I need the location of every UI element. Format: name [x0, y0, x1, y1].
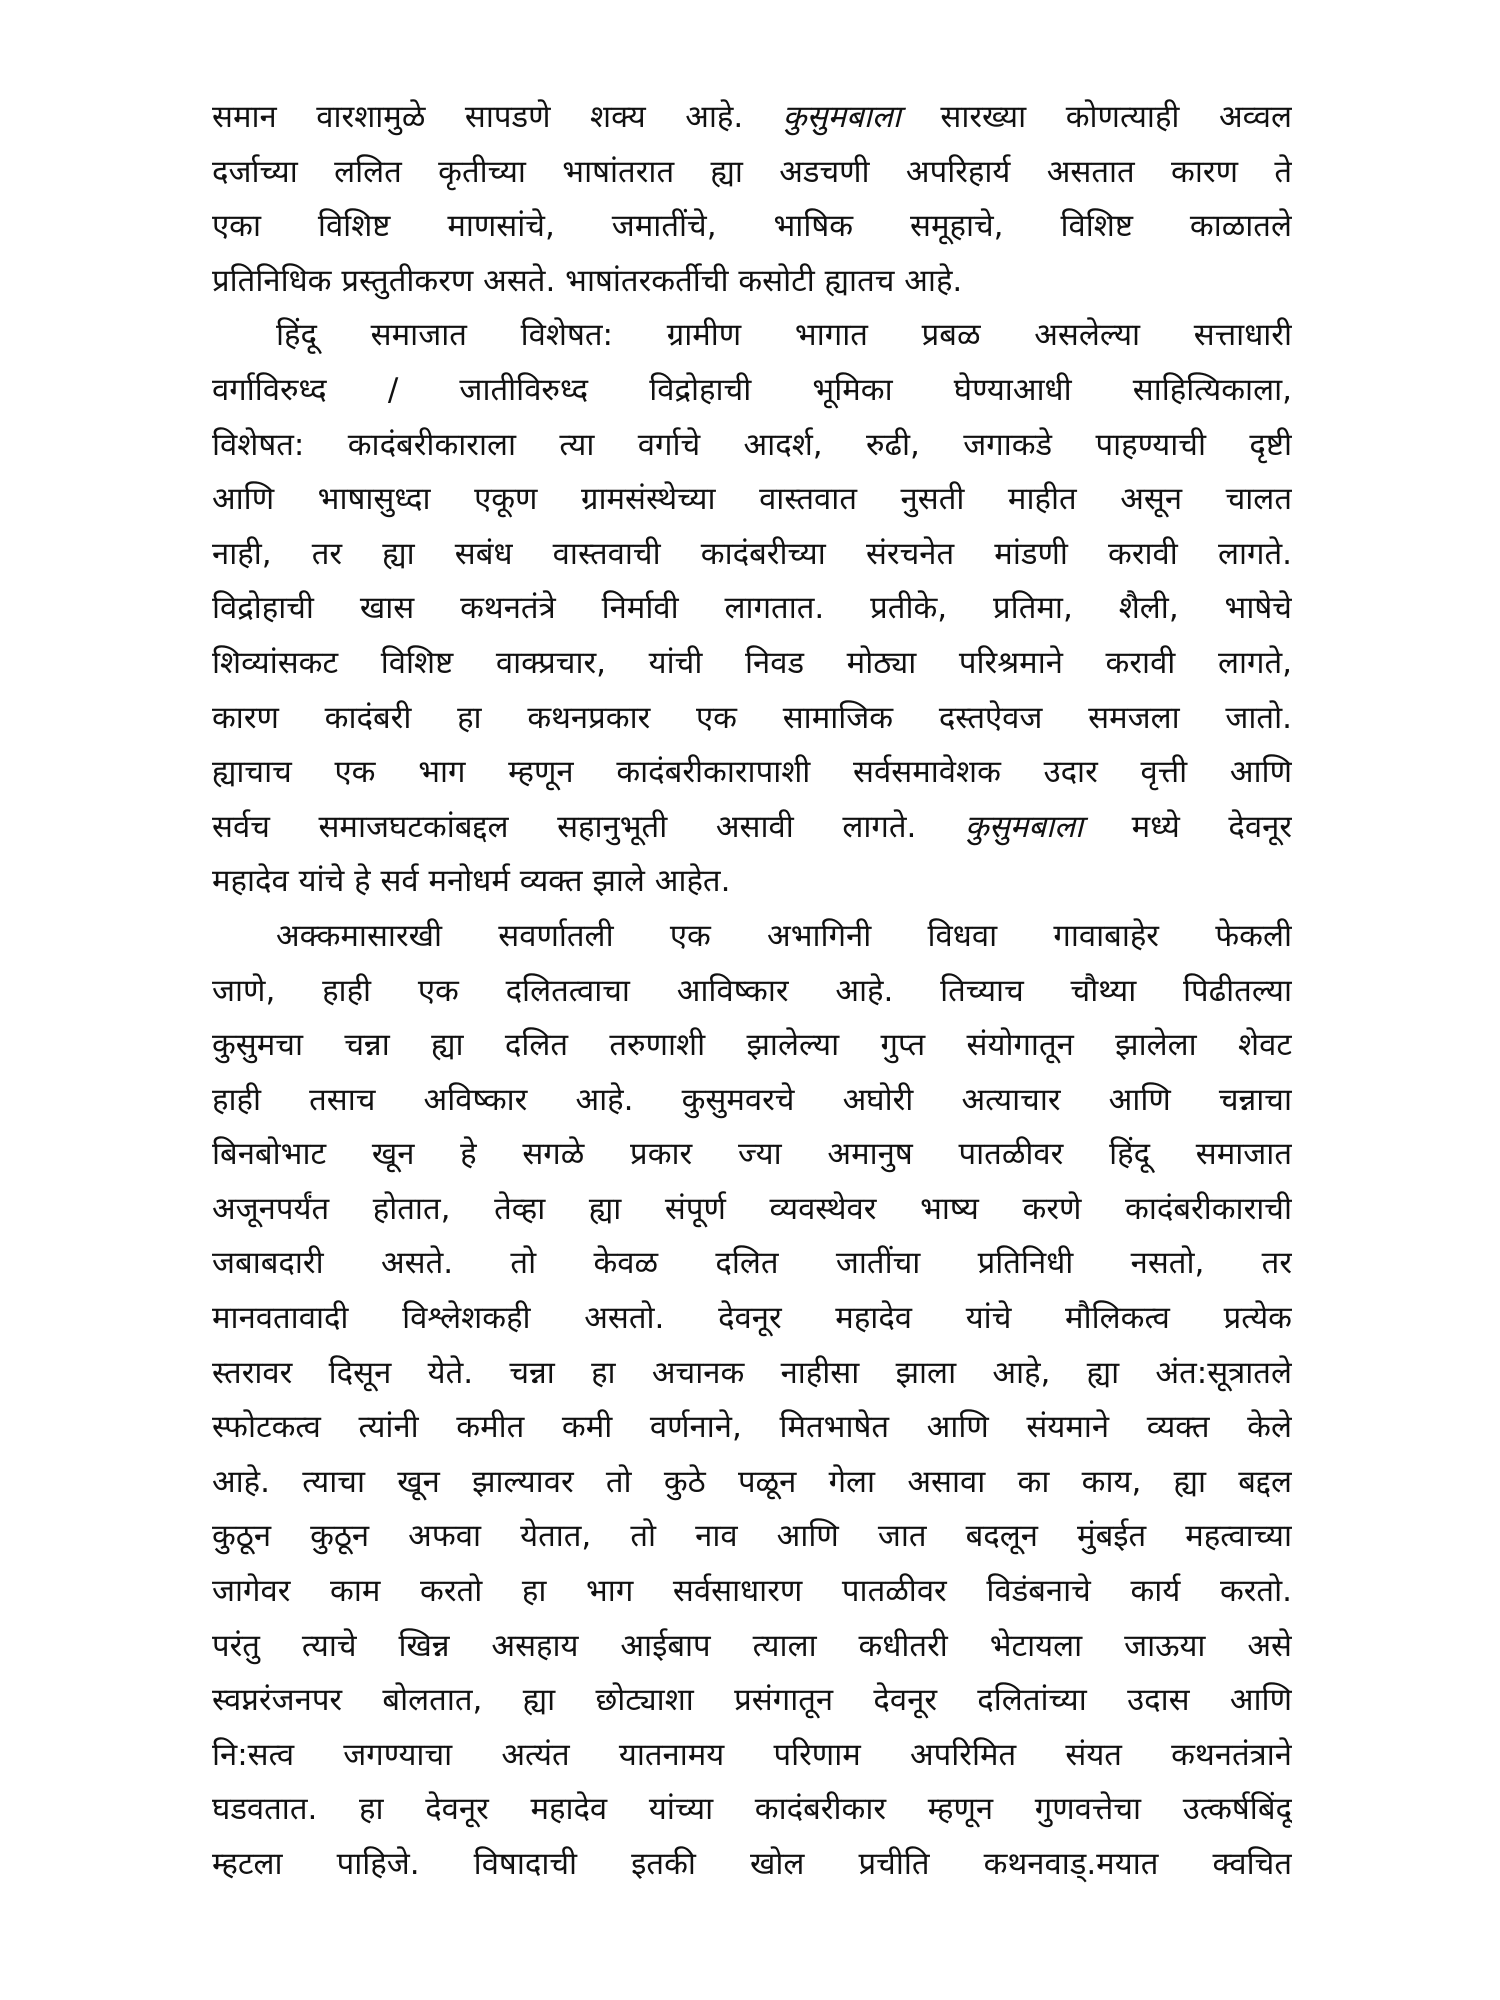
text-line: कारण कादंबरी हा कथनप्रकार एक सामाजिक दस्तऐवज समजला जातो. [212, 699, 1292, 736]
text-line: दर्जाच्या ललित कृतीच्या भाषांतरात ह्या अडचणी अपरिहार्य असतात कारण ते [212, 153, 1292, 190]
text-line: स्वप्नरंजनपर बोलतात, ह्या छोट्याशा प्रसंगातून देवनूर दलितांच्या उदास आणि [212, 1682, 1292, 1719]
text-line: जागेवर काम करतो हा भाग सर्वसाधारण पातळीवर विडंबनाचे कार्य करतो. [212, 1573, 1292, 1610]
text-line: जबाबदारी असते. तो केवळ दलित जातींचा प्रतिनिधी नसतो, तर [212, 1245, 1292, 1282]
text-line: बिनबोभाट खून हे सगळे प्रकार ज्या अमानुष पातळीवर हिंदू समाजात [212, 1136, 1292, 1173]
text-line: नि:सत्व जगण्याचा अत्यंत यातनामय परिणाम अपरिमित संयत कथनतंत्राने [212, 1736, 1292, 1773]
text-line: ह्याचाच एक भाग म्हणून कादंबरीकारापाशी सर्वसमावेशक उदार वृत्ती आणि [212, 754, 1292, 791]
text-line: एका विशिष्ट माणसांचे, जमातींचे, भाषिक समूहाचे, विशिष्ट काळातले [212, 208, 1292, 245]
text-line: विद्रोहाची खास कथनतंत्रे निर्मावी लागतात. प्रतीके, प्रतिमा, शैली, भाषेचे [212, 590, 1292, 627]
text-line: कुठून कुठून अफवा येतात, तो नाव आणि जात बदलून मुंबईत महत्वाच्या [212, 1518, 1292, 1555]
paragraph-start-line: हिंदू समाजात विशेषत: ग्रामीण भागात प्रबळ असलेल्या सत्ताधारी [276, 317, 1292, 354]
text-line: परंतु त्याचे खिन्न असहाय आईबाप त्याला कधीतरी भेटायला जाऊया असे [212, 1627, 1292, 1664]
text-line: सर्वच समाजघटकांबद्दल सहानुभूती असावी लागते. कुसुमबाला मध्ये देवनूर [212, 808, 1292, 845]
text-line: शिव्यांसकट विशिष्ट वाक्प्रचार, यांची निवड मोठ्या परिश्रमाने करावी लागते, [212, 644, 1292, 681]
text-line: म्हटला पाहिजे. विषादाची इतकी खोल प्रचीति कथनवाड्.मयात क्वचित [212, 1846, 1292, 1882]
text-line: जाणे, हाही एक दलितत्वाचा आविष्कार आहे. तिच्याच चौथ्या पिढीतल्या [212, 972, 1292, 1009]
book-title-kusumbala: कुसुमबाला [964, 808, 1084, 845]
text-line: मानवतावादी विश्लेशकही असतो. देवनूर महादेव यांचे मौलिकत्व प्रत्येक [212, 1300, 1292, 1337]
book-title-kusumbala: कुसुमबाला [782, 99, 901, 135]
text-line: वर्गाविरुध्द / जातीविरुध्द विद्रोहाची भूमिका घेण्याआधी साहित्यिकाला, [212, 371, 1292, 408]
text-line: समान वारशामुळे सापडणे शक्य आहे. कुसुमबाला सारख्या कोणत्याही अव्वल [212, 99, 1292, 135]
text-line: नाही, तर ह्या सबंध वास्तवाची कादंबरीच्या संरचनेत मांडणी करावी लागते. [212, 535, 1292, 572]
text-line: हाही तसाच अविष्कार आहे. कुसुमवरचे अघोरी अत्याचार आणि चन्नाचा [212, 1081, 1292, 1118]
text-line: अजूनपर्यंत होतात, तेव्हा ह्या संपूर्ण व्यवस्थेवर भाष्य करणे कादंबरीकाराची [212, 1190, 1292, 1227]
body-text [212, 90, 1292, 1892]
paragraph-start-line: अक्कमासारखी सवर्णातली एक अभागिनी विधवा गावाबाहेर फेकली [276, 917, 1292, 954]
text-line: आणि भाषासुध्दा एकूण ग्रामसंस्थेच्या वास्तवात नुसती माहीत असून चालत [212, 481, 1292, 518]
text-line: घडवतात. हा देवनूर महादेव यांच्या कादंबरीकार म्हणून गुणवत्तेचा उत्कर्षबिंदू [212, 1791, 1292, 1828]
text-line: आहे. त्याचा खून झाल्यावर तो कुठे पळून गेला असावा का काय, ह्या बद्दल [212, 1463, 1292, 1500]
text-line: कुसुमचा चन्ना ह्या दलित तरुणाशी झालेल्या गुप्त संयोगातून झालेला शेवट [212, 1027, 1292, 1064]
paragraph-end-line: प्रतिनिधिक प्रस्तुतीकरण असते. भाषांतरकर्तीची कसोटी ह्यातच आहे. [212, 262, 963, 299]
text-line: स्फोटकत्व त्यांनी कमीत कमी वर्णनाने, मितभाषेत आणि संयमाने व्यक्त केले [212, 1409, 1292, 1446]
text-line: विशेषत: कादंबरीकाराला त्या वर्गाचे आदर्श, रुढी, जगाकडे पाहण्याची दृष्टी [212, 426, 1292, 463]
paragraph-end-line: महादेव यांचे हे सर्व मनोधर्म व्यक्त झाले आहेत. [212, 863, 731, 900]
text-line: स्तरावर दिसून येते. चन्ना हा अचानक नाहीसा झाला आहे, ह्या अंत:सूत्रातले [212, 1354, 1292, 1391]
